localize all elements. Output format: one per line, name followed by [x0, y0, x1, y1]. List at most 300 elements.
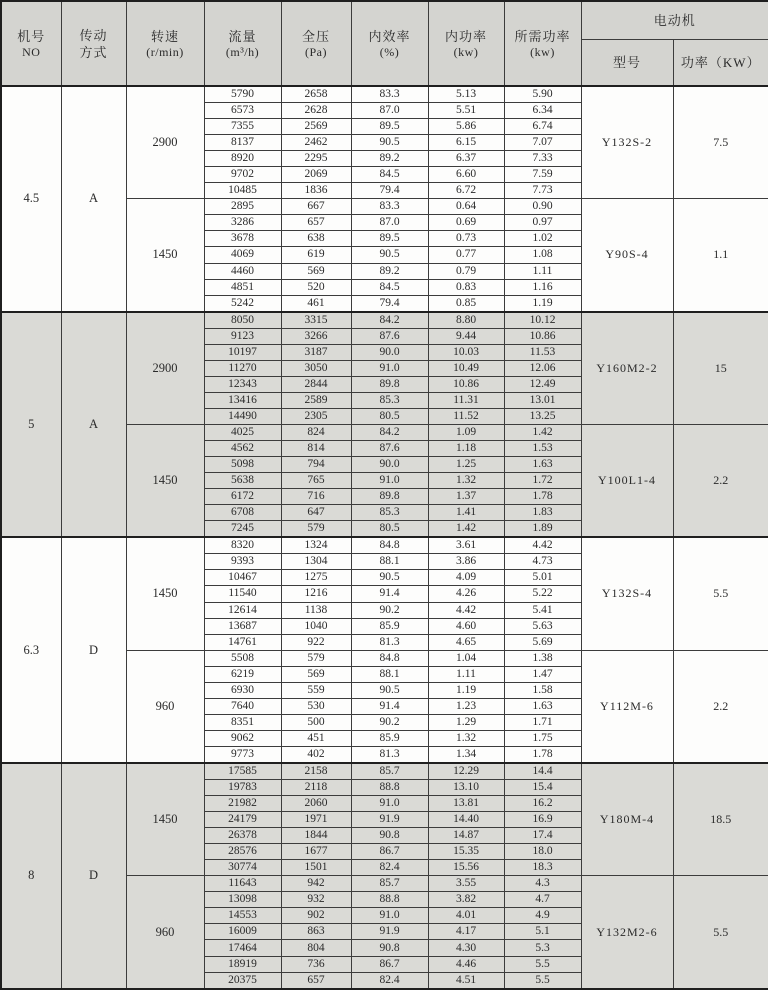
col-header-pressure [281, 1, 351, 86]
cell-pressure: 569 [281, 263, 351, 279]
cell-flow: 11540 [204, 586, 281, 602]
cell-motor-model: Y100L1-4 [581, 424, 673, 537]
cell-efficiency: 91.0 [351, 908, 428, 924]
header-label: 全压 [301, 28, 330, 44]
cell-required-power: 1.63 [504, 698, 581, 714]
table-body [1, 86, 768, 989]
cell-flow: 6708 [204, 505, 281, 521]
cell-pressure: 902 [281, 908, 351, 924]
cell-required-power: 1.83 [504, 505, 581, 521]
cell-efficiency: 90.2 [351, 714, 428, 730]
cell-flow: 6172 [204, 489, 281, 505]
cell-motor-model: Y112M-6 [581, 650, 673, 763]
header-label: 功率（KW） [680, 54, 761, 70]
cell-efficiency: 91.0 [351, 796, 428, 812]
cell-flow: 8320 [204, 537, 281, 554]
cell-inner-power: 1.09 [428, 424, 504, 440]
cell-speed: 960 [126, 876, 204, 989]
cell-required-power: 6.74 [504, 119, 581, 135]
cell-pressure: 736 [281, 956, 351, 972]
cell-inner-power: 4.51 [428, 972, 504, 989]
cell-inner-power: 15.56 [428, 860, 504, 876]
cell-required-power: 1.08 [504, 247, 581, 263]
cell-inner-power: 1.04 [428, 650, 504, 666]
cell-flow: 13687 [204, 618, 281, 634]
cell-pressure: 1138 [281, 602, 351, 618]
cell-required-power: 5.3 [504, 940, 581, 956]
cell-speed: 1450 [126, 537, 204, 650]
cell-motor-power: 5.5 [673, 876, 768, 989]
cell-motor-model: Y90S-4 [581, 199, 673, 312]
cell-inner-power: 10.03 [428, 344, 504, 360]
cell-inner-power: 4.42 [428, 602, 504, 618]
header-label: 流量 [228, 28, 257, 44]
cell-required-power: 4.3 [504, 876, 581, 892]
cell-required-power: 13.25 [504, 408, 581, 424]
cell-efficiency: 91.9 [351, 924, 428, 940]
cell-inner-power: 10.49 [428, 360, 504, 376]
header-label: 转速 [150, 28, 179, 44]
col-header-machine-no [1, 1, 61, 86]
col-header-motor-power [673, 39, 768, 86]
cell-flow: 13098 [204, 892, 281, 908]
cell-speed: 1450 [126, 424, 204, 537]
cell-flow: 7245 [204, 521, 281, 538]
cell-pressure: 1324 [281, 537, 351, 554]
cell-flow: 9062 [204, 730, 281, 746]
cell-inner-power: 5.51 [428, 103, 504, 119]
cell-motor-power: 18.5 [673, 763, 768, 876]
cell-pressure: 1677 [281, 844, 351, 860]
cell-pressure: 657 [281, 972, 351, 989]
cell-flow: 4562 [204, 441, 281, 457]
cell-flow: 13416 [204, 392, 281, 408]
cell-inner-power: 1.11 [428, 666, 504, 682]
header-row-1 [1, 1, 768, 39]
cell-efficiency: 89.8 [351, 376, 428, 392]
cell-efficiency: 84.2 [351, 424, 428, 440]
cell-drive-type: D [61, 763, 126, 989]
cell-required-power: 1.42 [504, 424, 581, 440]
cell-inner-power: 15.35 [428, 844, 504, 860]
cell-inner-power: 14.40 [428, 812, 504, 828]
cell-required-power: 5.69 [504, 634, 581, 650]
cell-pressure: 520 [281, 279, 351, 295]
cell-drive-type: D [61, 537, 126, 763]
col-header-inner-power [428, 1, 504, 86]
cell-flow: 24179 [204, 812, 281, 828]
header-label: 机号 [17, 28, 46, 44]
cell-flow: 6573 [204, 103, 281, 119]
cell-required-power: 1.58 [504, 682, 581, 698]
cell-pressure: 2844 [281, 376, 351, 392]
cell-pressure: 1501 [281, 860, 351, 876]
cell-flow: 2895 [204, 199, 281, 215]
cell-required-power: 11.53 [504, 344, 581, 360]
cell-flow: 9393 [204, 554, 281, 570]
cell-efficiency: 90.0 [351, 344, 428, 360]
cell-inner-power: 0.85 [428, 295, 504, 312]
cell-inner-power: 12.29 [428, 763, 504, 780]
cell-efficiency: 85.9 [351, 730, 428, 746]
cell-inner-power: 6.37 [428, 151, 504, 167]
cell-pressure: 1304 [281, 554, 351, 570]
cell-required-power: 1.11 [504, 263, 581, 279]
cell-flow: 14553 [204, 908, 281, 924]
cell-pressure: 559 [281, 682, 351, 698]
cell-efficiency: 85.9 [351, 618, 428, 634]
table-header [1, 1, 768, 86]
cell-required-power: 13.01 [504, 392, 581, 408]
cell-efficiency: 88.8 [351, 780, 428, 796]
cell-pressure: 2118 [281, 780, 351, 796]
cell-efficiency: 79.4 [351, 295, 428, 312]
cell-required-power: 7.73 [504, 183, 581, 199]
cell-inner-power: 4.17 [428, 924, 504, 940]
cell-flow: 11270 [204, 360, 281, 376]
table-row [1, 312, 768, 329]
cell-inner-power: 13.81 [428, 796, 504, 812]
cell-pressure: 2060 [281, 796, 351, 812]
cell-required-power: 12.49 [504, 376, 581, 392]
cell-machine-no: 8 [1, 763, 61, 989]
cell-efficiency: 89.2 [351, 151, 428, 167]
cell-efficiency: 90.8 [351, 828, 428, 844]
header-label: 内功率 [444, 28, 487, 44]
cell-required-power: 18.3 [504, 860, 581, 876]
cell-required-power: 5.01 [504, 570, 581, 586]
cell-required-power: 5.5 [504, 972, 581, 989]
cell-pressure: 2305 [281, 408, 351, 424]
cell-pressure: 1216 [281, 586, 351, 602]
cell-flow: 5508 [204, 650, 281, 666]
cell-required-power: 7.07 [504, 135, 581, 151]
cell-efficiency: 84.5 [351, 279, 428, 295]
col-header-flow [204, 1, 281, 86]
cell-motor-model: Y160M2-2 [581, 312, 673, 425]
cell-pressure: 638 [281, 231, 351, 247]
cell-required-power: 1.63 [504, 457, 581, 473]
cell-inner-power: 1.42 [428, 521, 504, 538]
cell-required-power: 1.16 [504, 279, 581, 295]
cell-pressure: 569 [281, 666, 351, 682]
cell-flow: 10485 [204, 183, 281, 199]
cell-efficiency: 90.8 [351, 940, 428, 956]
cell-efficiency: 86.7 [351, 956, 428, 972]
header-label: 内效率 [368, 28, 411, 44]
cell-flow: 8050 [204, 312, 281, 329]
cell-flow: 10467 [204, 570, 281, 586]
cell-inner-power: 4.01 [428, 908, 504, 924]
cell-efficiency: 85.7 [351, 763, 428, 780]
cell-flow: 7640 [204, 698, 281, 714]
cell-efficiency: 89.2 [351, 263, 428, 279]
cell-pressure: 2158 [281, 763, 351, 780]
cell-pressure: 824 [281, 424, 351, 440]
cell-efficiency: 87.6 [351, 328, 428, 344]
header-label: 电动机 [653, 12, 696, 28]
cell-inner-power: 4.30 [428, 940, 504, 956]
cell-inner-power: 0.77 [428, 247, 504, 263]
cell-flow: 3286 [204, 215, 281, 231]
header-sublabel: (kw) [530, 44, 555, 59]
cell-efficiency: 82.4 [351, 972, 428, 989]
cell-flow: 11643 [204, 876, 281, 892]
cell-required-power: 16.2 [504, 796, 581, 812]
cell-inner-power: 6.72 [428, 183, 504, 199]
cell-efficiency: 81.3 [351, 746, 428, 763]
cell-required-power: 16.9 [504, 812, 581, 828]
cell-machine-no: 6.3 [1, 537, 61, 763]
table-row [1, 763, 768, 780]
cell-efficiency: 91.0 [351, 473, 428, 489]
cell-efficiency: 87.0 [351, 215, 428, 231]
cell-machine-no: 5 [1, 312, 61, 538]
cell-efficiency: 88.1 [351, 554, 428, 570]
cell-flow: 10197 [204, 344, 281, 360]
cell-inner-power: 4.60 [428, 618, 504, 634]
cell-pressure: 716 [281, 489, 351, 505]
cell-speed: 960 [126, 650, 204, 763]
cell-efficiency: 88.8 [351, 892, 428, 908]
cell-drive-type: A [61, 86, 126, 312]
header-sublabel: (kw) [453, 44, 479, 59]
cell-pressure: 530 [281, 698, 351, 714]
cell-motor-power: 7.5 [673, 86, 768, 199]
cell-flow: 28576 [204, 844, 281, 860]
cell-inner-power: 1.41 [428, 505, 504, 521]
cell-efficiency: 83.3 [351, 199, 428, 215]
cell-efficiency: 84.8 [351, 650, 428, 666]
cell-required-power: 5.41 [504, 602, 581, 618]
col-header-speed [126, 1, 204, 86]
cell-flow: 14761 [204, 634, 281, 650]
cell-inner-power: 1.29 [428, 714, 504, 730]
col-header-motor-model [581, 39, 673, 86]
cell-efficiency: 91.4 [351, 698, 428, 714]
cell-efficiency: 90.5 [351, 135, 428, 151]
cell-flow: 4025 [204, 424, 281, 440]
cell-required-power: 15.4 [504, 780, 581, 796]
cell-pressure: 942 [281, 876, 351, 892]
cell-speed: 1450 [126, 763, 204, 876]
cell-speed: 1450 [126, 199, 204, 312]
cell-pressure: 2589 [281, 392, 351, 408]
cell-flow: 18919 [204, 956, 281, 972]
cell-pressure: 765 [281, 473, 351, 489]
cell-pressure: 667 [281, 199, 351, 215]
cell-required-power: 10.12 [504, 312, 581, 329]
cell-flow: 3678 [204, 231, 281, 247]
cell-efficiency: 91.9 [351, 812, 428, 828]
cell-required-power: 6.34 [504, 103, 581, 119]
cell-inner-power: 1.32 [428, 473, 504, 489]
cell-pressure: 2462 [281, 135, 351, 151]
cell-flow: 30774 [204, 860, 281, 876]
cell-inner-power: 4.09 [428, 570, 504, 586]
cell-pressure: 2569 [281, 119, 351, 135]
cell-required-power: 12.06 [504, 360, 581, 376]
cell-required-power: 5.63 [504, 618, 581, 634]
header-label: 所需功率 [514, 28, 571, 44]
cell-inner-power: 0.64 [428, 199, 504, 215]
cell-inner-power: 1.23 [428, 698, 504, 714]
cell-efficiency: 89.5 [351, 119, 428, 135]
cell-inner-power: 4.46 [428, 956, 504, 972]
cell-flow: 12614 [204, 602, 281, 618]
cell-efficiency: 91.4 [351, 586, 428, 602]
cell-efficiency: 89.8 [351, 489, 428, 505]
cell-flow: 5638 [204, 473, 281, 489]
cell-inner-power: 3.82 [428, 892, 504, 908]
cell-pressure: 3050 [281, 360, 351, 376]
cell-pressure: 804 [281, 940, 351, 956]
cell-efficiency: 85.3 [351, 505, 428, 521]
cell-inner-power: 14.87 [428, 828, 504, 844]
cell-drive-type: A [61, 312, 126, 538]
header-label: 传动 [79, 27, 108, 43]
cell-required-power: 7.59 [504, 167, 581, 183]
cell-pressure: 500 [281, 714, 351, 730]
cell-inner-power: 1.34 [428, 746, 504, 763]
cell-efficiency: 90.5 [351, 570, 428, 586]
cell-flow: 17585 [204, 763, 281, 780]
cell-pressure: 3315 [281, 312, 351, 329]
cell-efficiency: 90.5 [351, 682, 428, 698]
cell-pressure: 2658 [281, 86, 351, 103]
cell-inner-power: 1.25 [428, 457, 504, 473]
cell-pressure: 579 [281, 650, 351, 666]
cell-inner-power: 0.79 [428, 263, 504, 279]
header-sublabel: (r/min) [146, 44, 184, 59]
cell-required-power: 7.33 [504, 151, 581, 167]
cell-flow: 9702 [204, 167, 281, 183]
cell-inner-power: 11.52 [428, 408, 504, 424]
cell-flow: 9773 [204, 746, 281, 763]
cell-efficiency: 85.3 [351, 392, 428, 408]
cell-motor-power: 1.1 [673, 199, 768, 312]
cell-flow: 6930 [204, 682, 281, 698]
cell-motor-power: 15 [673, 312, 768, 425]
cell-inner-power: 3.61 [428, 537, 504, 554]
cell-required-power: 1.47 [504, 666, 581, 682]
cell-efficiency: 87.0 [351, 103, 428, 119]
cell-inner-power: 5.13 [428, 86, 504, 103]
cell-required-power: 18.0 [504, 844, 581, 860]
cell-required-power: 4.9 [504, 908, 581, 924]
cell-efficiency: 88.1 [351, 666, 428, 682]
cell-pressure: 2295 [281, 151, 351, 167]
cell-required-power: 1.02 [504, 231, 581, 247]
cell-efficiency: 89.5 [351, 231, 428, 247]
header-sublabel: 方式 [79, 44, 108, 60]
cell-flow: 20375 [204, 972, 281, 989]
cell-pressure: 461 [281, 295, 351, 312]
cell-required-power: 17.4 [504, 828, 581, 844]
cell-required-power: 0.97 [504, 215, 581, 231]
cell-pressure: 3187 [281, 344, 351, 360]
cell-required-power: 1.71 [504, 714, 581, 730]
cell-pressure: 1971 [281, 812, 351, 828]
cell-flow: 5790 [204, 86, 281, 103]
cell-flow: 7355 [204, 119, 281, 135]
cell-efficiency: 87.6 [351, 441, 428, 457]
cell-pressure: 1844 [281, 828, 351, 844]
cell-efficiency: 90.0 [351, 457, 428, 473]
cell-required-power: 5.22 [504, 586, 581, 602]
cell-flow: 9123 [204, 328, 281, 344]
cell-required-power: 1.19 [504, 295, 581, 312]
cell-required-power: 1.38 [504, 650, 581, 666]
cell-required-power: 1.78 [504, 489, 581, 505]
cell-efficiency: 79.4 [351, 183, 428, 199]
cell-efficiency: 84.5 [351, 167, 428, 183]
col-header-motor [581, 1, 768, 39]
cell-pressure: 794 [281, 457, 351, 473]
cell-required-power: 5.5 [504, 956, 581, 972]
cell-required-power: 4.73 [504, 554, 581, 570]
cell-pressure: 2069 [281, 167, 351, 183]
cell-efficiency: 86.7 [351, 844, 428, 860]
cell-required-power: 10.86 [504, 328, 581, 344]
cell-flow: 12343 [204, 376, 281, 392]
cell-speed: 2900 [126, 86, 204, 199]
cell-pressure: 402 [281, 746, 351, 763]
cell-efficiency: 82.4 [351, 860, 428, 876]
cell-flow: 8920 [204, 151, 281, 167]
cell-flow: 26378 [204, 828, 281, 844]
cell-required-power: 14.4 [504, 763, 581, 780]
col-header-required-power [504, 1, 581, 86]
cell-motor-model: Y132M2-6 [581, 876, 673, 989]
cell-efficiency: 90.2 [351, 602, 428, 618]
cell-flow: 8137 [204, 135, 281, 151]
cell-motor-power: 2.2 [673, 650, 768, 763]
cell-inner-power: 5.86 [428, 119, 504, 135]
cell-efficiency: 91.0 [351, 360, 428, 376]
cell-inner-power: 11.31 [428, 392, 504, 408]
cell-required-power: 5.90 [504, 86, 581, 103]
cell-efficiency: 90.5 [351, 247, 428, 263]
cell-pressure: 451 [281, 730, 351, 746]
table-row [1, 537, 768, 554]
cell-inner-power: 3.55 [428, 876, 504, 892]
cell-pressure: 922 [281, 634, 351, 650]
cell-flow: 16009 [204, 924, 281, 940]
cell-inner-power: 10.86 [428, 376, 504, 392]
cell-required-power: 4.7 [504, 892, 581, 908]
cell-pressure: 3266 [281, 328, 351, 344]
cell-flow: 5242 [204, 295, 281, 312]
cell-inner-power: 4.26 [428, 586, 504, 602]
cell-flow: 4069 [204, 247, 281, 263]
cell-pressure: 2628 [281, 103, 351, 119]
cell-inner-power: 6.60 [428, 167, 504, 183]
cell-inner-power: 1.37 [428, 489, 504, 505]
cell-motor-power: 5.5 [673, 537, 768, 650]
cell-flow: 4851 [204, 279, 281, 295]
cell-required-power: 0.90 [504, 199, 581, 215]
cell-required-power: 1.53 [504, 441, 581, 457]
header-sublabel: (Pa) [305, 44, 327, 59]
cell-pressure: 647 [281, 505, 351, 521]
cell-inner-power: 0.69 [428, 215, 504, 231]
cell-efficiency: 81.3 [351, 634, 428, 650]
cell-efficiency: 80.5 [351, 521, 428, 538]
table-row [1, 86, 768, 103]
header-sublabel: NO [22, 44, 41, 59]
cell-flow: 4460 [204, 263, 281, 279]
